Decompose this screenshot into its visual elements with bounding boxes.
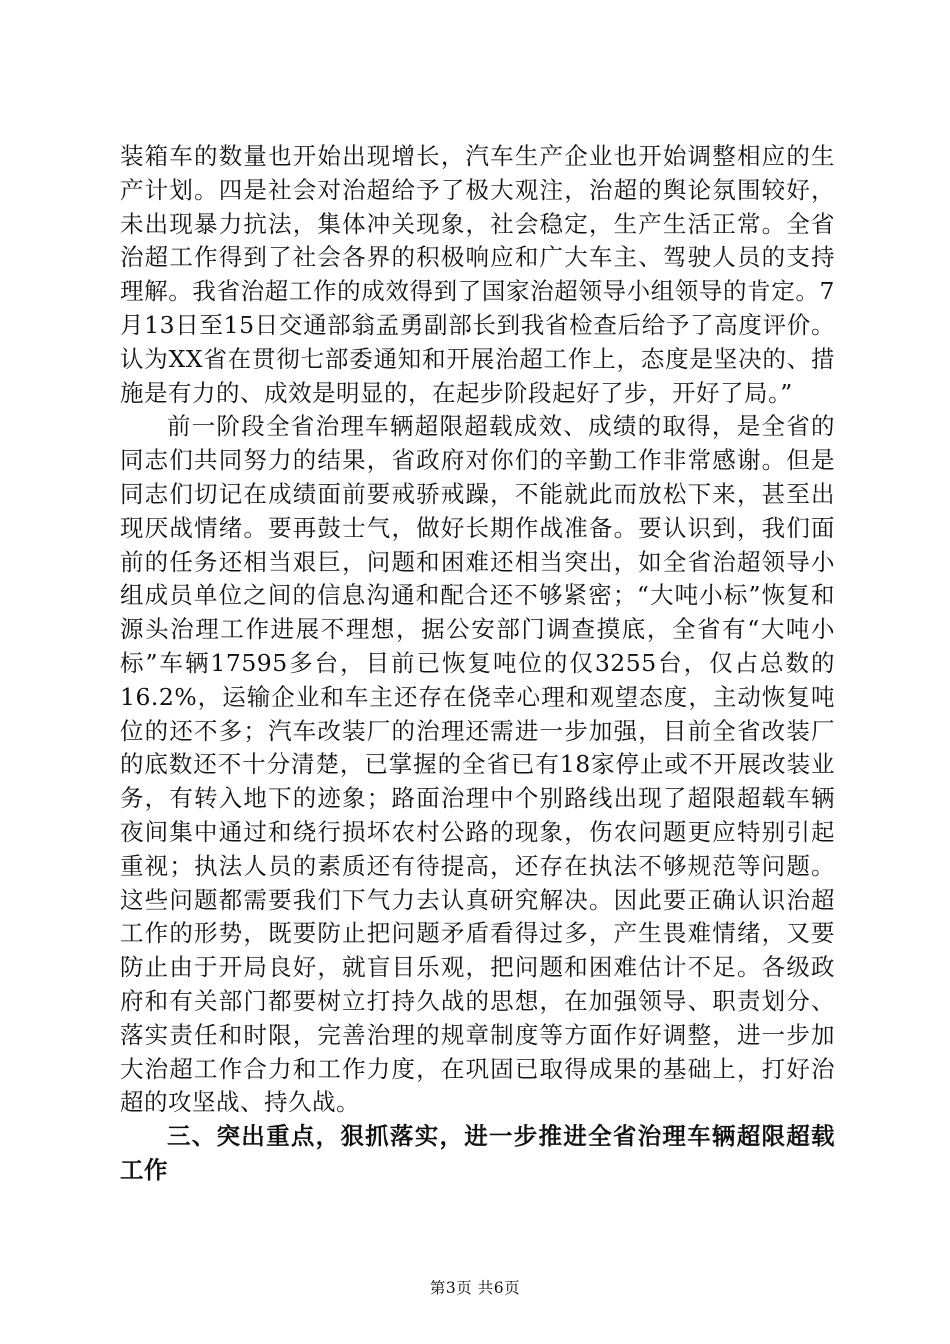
- paragraph-continuation: 装箱车的数量也开始出现增长，汽车生产企业也开始调整相应的生产计划。四是社会对治超给予了极大观注，治超的舆论氛围较好，未出现暴力抗法，集体冲关现象，社会稳定，生产生活正常。全省治超工作得到了社会各界的积极响应和广大车主、驾驶人员的支持理解。我省治超工作的成效得到了国家治超领导小组领导的肯定。7月13日至15日交通部翁孟勇副部长到我省检查后给予了高度评价。认为XX省在贯彻七部委通知和开展治超工作上，态度是坚决的、措施是有力的、成效是明显的，在起步阶段起好了步，开好了局。”: [120, 142, 835, 407]
- page-number: 第3页 共6页: [429, 1279, 521, 1297]
- section-heading: 三、突出重点，狠抓落实，进一步推进全省治理车辆超限超载工作: [120, 1122, 835, 1184]
- document-body: [120, 140, 835, 1188]
- paragraph-main: 前一阶段全省治理车辆超限超载成效、成绩的取得，是全省的同志们共同努力的结果，省政府对你们的辛勤工作非常感谢。但是同志们切记在成绩面前要戒骄戒躁，不能就此而放松下来，甚至出现厌战情绪。要再鼓士气，做好长期作战准备。要认识到，我们面前的任务还相当艰巨，问题和困难还相当突出，如全省治超领导小组成员单位之间的信息沟通和配合还不够紧密；“大吨小标”恢复和源头治理工作进展不理想，据公安部门调查摸底，全省有“大吨小标”车辆17595多台，目前已恢复吨位的仅3255台，仅占总数的16.2%，运输企业和车主还存在侥幸心理和观望态度，主动恢复吨位的还不多；汽车改装厂的治理还需进一步加强，目前全省改装厂的底数还不十分清楚，已掌握的全省已有18家停止或不开展改装业务，有转入地下的迹象；路面治理中个别路线出现了超限超载车辆夜间集中通过和绕行损坏农村公路的现象，伤农问题更应特别引起重视；执法人员的素质还有待提高，还存在执法不够规范等问题。这些问题都需要我们下气力去认真研究解决。因此要正确认识治超工作的形势，既要防止把问题矛盾看得过多，产生畏难情绪，又要防止由于开局良好，就盲目乐观，把问题和困难估计不足。各级政府和有关部门都要树立打持久战的思想，在加强领导、职责划分、落实责任和时限，完善治理的规章制度等方面作好调整，进一步加大治超工作合力和工作力度，在巩固已取得成果的基础上，打好治超的攻坚战、持久战。: [120, 412, 835, 1117]
